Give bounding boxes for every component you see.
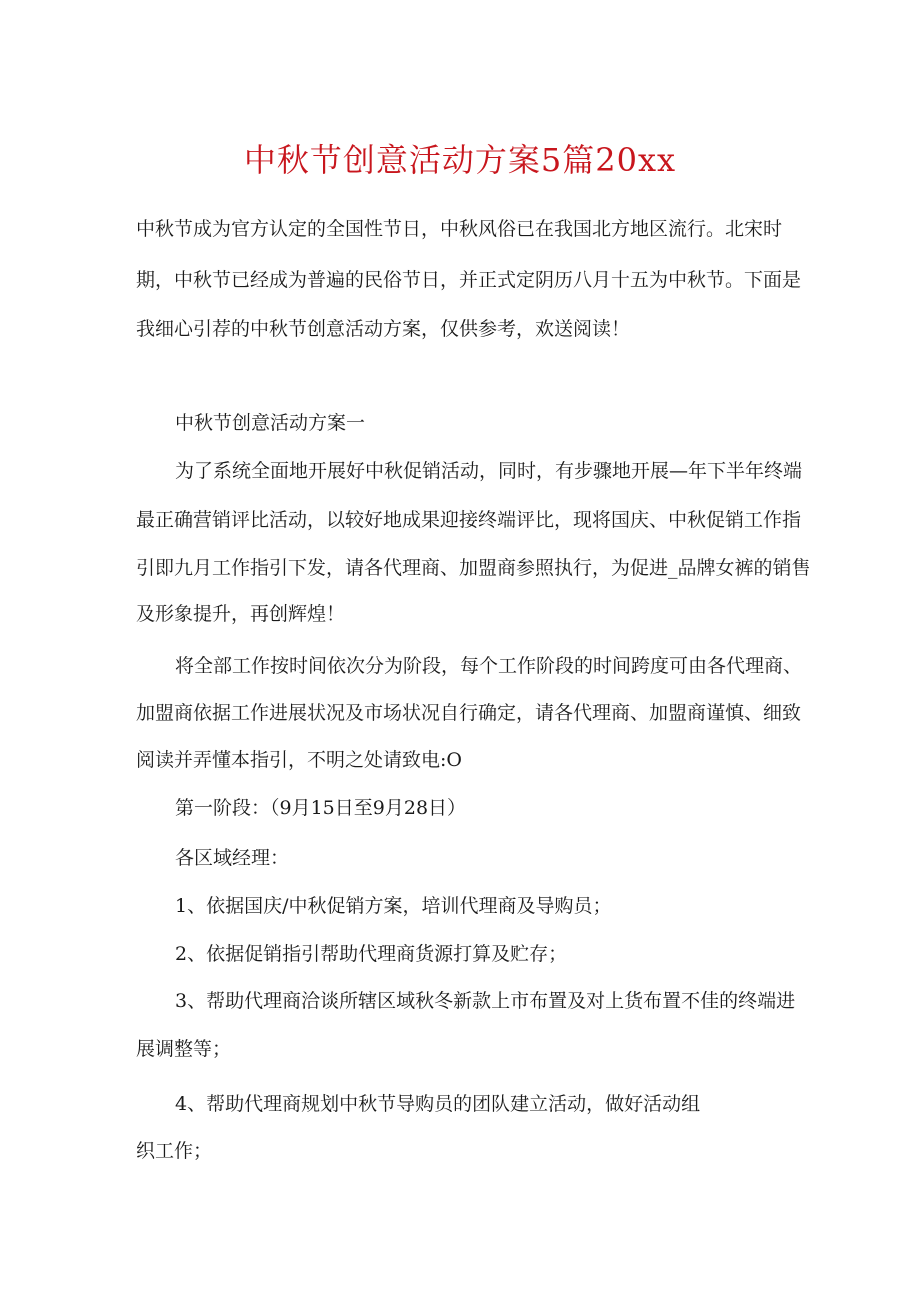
list-item-1: 1、依据国庆/中秋促销方案，培训代理商及导购员； — [175, 895, 612, 917]
para1-line-2: 最正确营销评比活动，以较好地成果迎接终端评比，现将国庆、中秋促销工作指 — [136, 509, 802, 531]
intro-line-1: 中秋节成为官方认定的全国性节日，中秋风俗已在我国北方地区流行。北宋时 — [136, 218, 783, 240]
para2-line-1: 将全部工作按时间依次分为阶段，每个工作阶段的时间跨度可由各代理商、 — [175, 655, 803, 677]
para2-line-3: 阅读并弄懂本指引，不明之处请致电:O — [136, 749, 462, 771]
list-item-3: 3、帮助代理商洽谈所辖区域秋冬新款上市布置及对上货布置不佳的终端进 — [175, 990, 796, 1012]
list-item-3-cont: 展调整等； — [136, 1038, 232, 1060]
list-item-4-cont: 织工作； — [136, 1140, 213, 1162]
para1-line-3: 引即九月工作指引下发，请各代理商、加盟商参照执行，为促进_品牌女裤的销售 — [136, 557, 811, 579]
para1-line-1: 为了系统全面地开展好中秋促销活动，同时，有步骤地开展—年下半年终端 — [175, 460, 803, 482]
para2-line-2: 加盟商依据工作进展状况及市场状况自行确定，请各代理商、加盟商谨慎、细致 — [136, 702, 802, 724]
para1-line-4: 及形象提升，再创辉煌！ — [136, 603, 346, 625]
list-item-4: 4、帮助代理商规划中秋节导购员的团队建立活动，做好活动组 — [175, 1093, 701, 1115]
stage-heading: 第一阶段：（9月15日至9月28日） — [175, 797, 467, 819]
list-item-2: 2、依据促销指引帮助代理商货源打算及贮存； — [175, 943, 568, 965]
page-title: 中秋节创意活动方案5篇20xx — [243, 141, 677, 179]
managers-label: 各区域经理： — [175, 847, 290, 869]
intro-line-3: 我细心引荐的中秋节创意活动方案，仅供参考，欢送阅读！ — [136, 318, 631, 340]
intro-line-2: 期，中秋节已经成为普遍的民俗节日，并正式定阴历八月十五为中秋节。下面是 — [136, 269, 802, 291]
section-heading: 中秋节创意活动方案一 — [175, 412, 366, 434]
